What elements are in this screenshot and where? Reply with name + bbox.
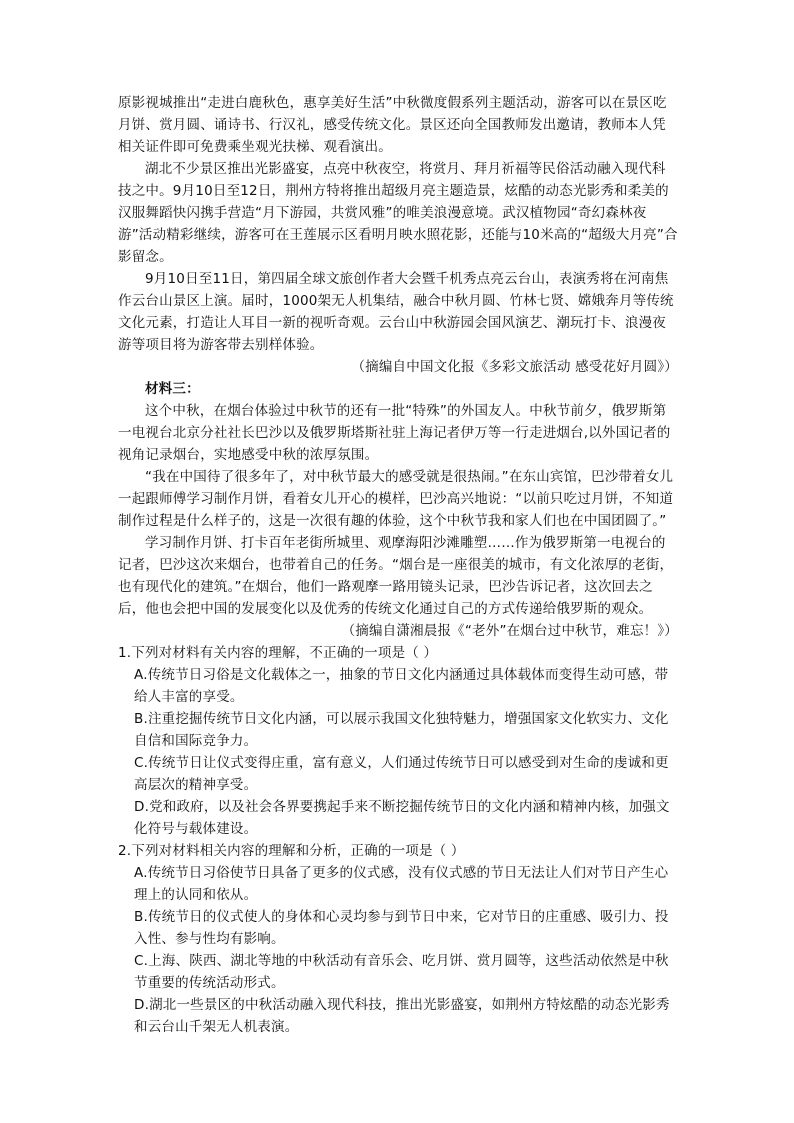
question-2-stem: 2.下列对材料相关内容的理解和分析，正确的一项是（ ） [118,843,465,859]
question-2-option-b: B.传统节日的仪式使人的身体和心灵均参与到节日中来，它对节日的庄重感、吸引力、投入性、参与性均有影响。 [134,909,669,947]
source-citation-1: （摘编自中国文化报《多彩文旅活动 感受花好月圆》） [351,359,678,375]
question-1-option-a: A.传统节日习俗是文化载体之一，抽象的节日文化内涵通过具体载体而变得生动可感，带给人丰富的享受。 [134,667,669,705]
source-citation-2: （摘编自潇湘晨报《“老外”在烟台过中秋节，难忘！》） [341,623,678,639]
material3-paragraph-1: 这个中秋，在烟台体验过中秋节的还有一批“特殊”的外国友人。中秋节前夕，俄罗斯第一电视台北京分社社长巴沙以及俄罗斯塔斯社驻上海记者伊万等一行走进烟台,以外国记者的视角记录烟台，实地感受中秋的浓厚氛围。 [118,403,671,463]
question-1-option-b: B.注重挖掘传统节日文化内涵，可以展示我国文化独特魅力，增强国家文化软实力、文化自信和国际竞争力。 [134,711,669,749]
document-page [118,92,678,1038]
question-2-option-d: D.湖北一些景区的中秋活动融入现代科技，推出光影盛宴，如荆州方特炫酷的动态光影秀和云台山千架无人机表演。 [134,997,670,1035]
question-1-option-d: D.党和政府，以及社会各界要携起手来不断挖掘传统节日的文化内涵和精神内核，加强文化符号与载体建设。 [134,799,670,837]
material3-paragraph-2: “我在中国待了很多年了，对中秋节最大的感受就是很热闹。”在东山宾馆，巴沙带着女儿一起跟师傅学习制作月饼，看着女儿开心的模样，巴沙高兴地说：“以前只吃过月饼，不知道制作过程是什么样子的，这是一次很有趣的体验，这个中秋节我和家人们也在中国团圆了。” [118,469,674,529]
material3-paragraph-3: 学习制作月饼、打卡百年老街所城里、观摩海阳沙滩雕塑……作为俄罗斯第一电视台的记者，巴沙这次来烟台，也带着自己的任务。“烟台是一座很美的城市，有文化浓厚的老街，也有现代化的建筑。”在烟台，他们一路观摩一路用镜头记录，巴沙告诉记者，这次回去之后，他也会把中国的发展变化以及优秀的传统文化通过自己的方式传递给俄罗斯的观众。 [118,535,674,617]
paragraph-shaanxi: 原影视城推出“走进白鹿秋色，惠享美好生活”中秋微度假系列主题活动，游客可以在景区吃月饼、赏月圆、诵诗书、行汉礼，感受传统文化。景区还向全国教师发出邀请，教师本人凭相关证件即可免费乘坐观光扶梯、观看演出。 [118,95,667,155]
question-1-stem: 1.下列对材料有关内容的理解，不正确的一项是（ ） [118,645,438,661]
paragraph-yuntai: 9月10日至11日，第四届全球文旅创作者大会暨千机秀点亮云台山，表演秀将在河南焦作云台山景区上演。届时，1000架无人机集结，融合中秋月圆、竹林七贤、嫦娥奔月等传统文化元素，打造让人耳目一新的视听奇观。云台山中秋游园会国风演艺、潮玩打卡、浪漫夜游等项目将为游客带去别样体验。 [118,271,674,353]
material3-heading: 材料三： [145,381,200,397]
question-1-option-c: C.传统节日让仪式变得庄重，富有意义，人们通过传统节日可以感受到对生命的虔诚和更高层次的精神享受。 [134,755,669,793]
paragraph-hubei: 湖北不少景区推出光影盛宴，点亮中秋夜空，将赏月、拜月祈福等民俗活动融入现代科技之中。9月10日至12日，荆州方特将推出超级月亮主题造景，炫酷的动态光影秀和柔美的汉服舞蹈快闪携手营造“月下游园，共赏风雅”的唯美浪漫意境。武汉植物园“奇幻森林夜游”活动精彩继续，游客可在王莲展示区看明月映水照花影，还能与10米高的“超级大月亮”合影留念。 [118,161,678,265]
question-2-option-a: A.传统节日习俗使节日具备了更多的仪式感，没有仪式感的节日无法让人们对节日产生心理上的认同和依从。 [134,865,669,903]
question-2-option-c: C.上海、陕西、湖北等地的中秋活动有音乐会、吃月饼、赏月圆等，这些活动依然是中秋节重要的传统活动形式。 [134,953,669,991]
